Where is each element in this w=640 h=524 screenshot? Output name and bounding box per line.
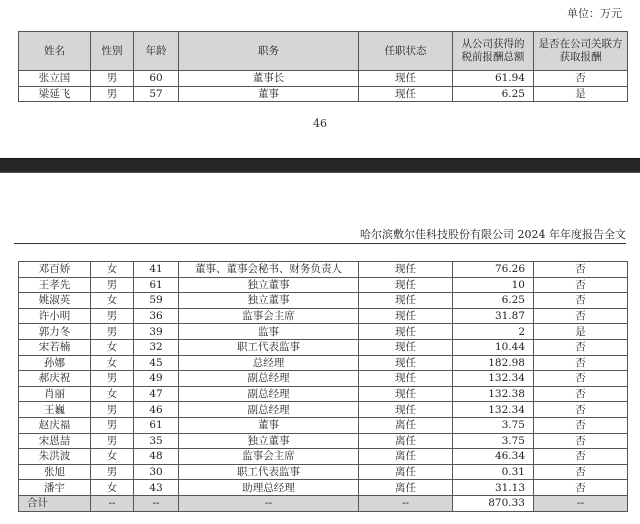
running-header: 哈尔滨敷尔佳科技股份有限公司 2024 年年度报告全文: [360, 228, 626, 241]
cell-status: 现任: [359, 371, 453, 387]
cell-name: 邓百娇: [19, 262, 91, 278]
table-row: [19, 417, 628, 433]
cell-status: 现任: [359, 402, 453, 418]
cell-gender: 女: [91, 339, 134, 355]
cell-position: 监事: [179, 324, 359, 340]
col-header-pay: 从公司获得的税前报酬总额: [453, 32, 534, 71]
cell-pay: 31.13: [453, 480, 534, 496]
cell-position: 董事、董事会秘书、财务负责人: [179, 262, 359, 278]
table-row: [19, 449, 628, 465]
cell-name: 梁延飞: [19, 86, 91, 102]
cell-name: 郭力冬: [19, 324, 91, 340]
total-cell-age: --: [134, 495, 179, 511]
cell-name: 郝庆祝: [19, 371, 91, 387]
cell-pay: 31.87: [453, 308, 534, 324]
cell-gender: 男: [91, 86, 134, 102]
cell-age: 49: [134, 371, 179, 387]
cell-position: 副总经理: [179, 371, 359, 387]
cell-related: 否: [534, 464, 628, 480]
cell-position: 职工代表监事: [179, 464, 359, 480]
total-cell-pay: 870.33: [453, 495, 534, 511]
total-cell-status: --: [359, 495, 453, 511]
table-row: [19, 339, 628, 355]
cell-position: 监事会主席: [179, 449, 359, 465]
cell-related: 否: [534, 293, 628, 309]
cell-pay: 2: [453, 324, 534, 340]
table-row: [19, 371, 628, 387]
cell-status: 现任: [359, 339, 453, 355]
cell-status: 离任: [359, 417, 453, 433]
cell-pay: 3.75: [453, 433, 534, 449]
cell-pay: 0.31: [453, 464, 534, 480]
table-header-row: [19, 32, 628, 71]
total-cell-position: --: [179, 495, 359, 511]
cell-gender: 女: [91, 480, 134, 496]
table-row: [19, 262, 628, 278]
cell-name: 朱洪波: [19, 449, 91, 465]
cell-related: 否: [534, 402, 628, 418]
cell-gender: 男: [91, 71, 134, 87]
cell-pay: 132.38: [453, 386, 534, 402]
cell-name: 赵庆福: [19, 417, 91, 433]
cell-related: 是: [534, 324, 628, 340]
total-cell-gender: --: [91, 495, 134, 511]
cell-age: 45: [134, 355, 179, 371]
cell-position: 独立董事: [179, 277, 359, 293]
page-break-divider: [0, 158, 640, 173]
cell-status: 现任: [359, 324, 453, 340]
cell-pay: 3.75: [453, 417, 534, 433]
cell-related: 否: [534, 417, 628, 433]
cell-related: 否: [534, 449, 628, 465]
cell-status: 现任: [359, 293, 453, 309]
cell-age: 39: [134, 324, 179, 340]
cell-position: 助理总经理: [179, 480, 359, 496]
col-header-position: 职务: [179, 32, 359, 71]
cell-age: 48: [134, 449, 179, 465]
cell-position: 董事长: [179, 71, 359, 87]
cell-position: 总经理: [179, 355, 359, 371]
table-row: [19, 86, 628, 102]
cell-status: 离任: [359, 464, 453, 480]
cell-gender: 男: [91, 402, 134, 418]
cell-name: 张立国: [19, 71, 91, 87]
cell-pay: 132.34: [453, 371, 534, 387]
cell-name: 王孝先: [19, 277, 91, 293]
col-header-name: 姓名: [19, 32, 91, 71]
cell-age: 41: [134, 262, 179, 278]
unit-label: 单位：万元: [567, 7, 622, 20]
cell-position: 职工代表监事: [179, 339, 359, 355]
cell-name: 孙娜: [19, 355, 91, 371]
header-rule: [14, 243, 626, 244]
cell-name: 许小明: [19, 308, 91, 324]
cell-gender: 男: [91, 277, 134, 293]
cell-gender: 女: [91, 355, 134, 371]
col-header-age: 年龄: [134, 32, 179, 71]
table-row: [19, 464, 628, 480]
cell-related: 否: [534, 277, 628, 293]
cell-gender: 男: [91, 464, 134, 480]
cell-name: 肖丽: [19, 386, 91, 402]
cell-name: 潘宇: [19, 480, 91, 496]
cell-age: 35: [134, 433, 179, 449]
cell-name: 宋若楠: [19, 339, 91, 355]
cell-status: 离任: [359, 449, 453, 465]
cell-age: 47: [134, 386, 179, 402]
cell-related: 否: [534, 308, 628, 324]
cell-age: 43: [134, 480, 179, 496]
table-row: [19, 402, 628, 418]
cell-related: 否: [534, 71, 628, 87]
cell-status: 现任: [359, 277, 453, 293]
table-row: [19, 308, 628, 324]
total-cell-label: 合计: [19, 495, 91, 511]
cell-name: 张旭: [19, 464, 91, 480]
cell-pay: 61.94: [453, 71, 534, 87]
cell-pay: 182.98: [453, 355, 534, 371]
cell-position: 副总经理: [179, 402, 359, 418]
cell-gender: 男: [91, 308, 134, 324]
cell-gender: 女: [91, 262, 134, 278]
cell-age: 36: [134, 308, 179, 324]
cell-position: 监事会主席: [179, 308, 359, 324]
cell-age: 32: [134, 339, 179, 355]
cell-age: 30: [134, 464, 179, 480]
total-row: [19, 495, 628, 511]
cell-pay: 76.26: [453, 262, 534, 278]
table-row: [19, 277, 628, 293]
table-row: [19, 433, 628, 449]
cell-age: 61: [134, 417, 179, 433]
cell-status: 离任: [359, 480, 453, 496]
col-header-status: 任职状态: [359, 32, 453, 71]
total-cell-related: --: [534, 495, 628, 511]
cell-gender: 男: [91, 324, 134, 340]
table-row: [19, 386, 628, 402]
cell-gender: 男: [91, 417, 134, 433]
cell-position: 副总经理: [179, 386, 359, 402]
cell-status: 现任: [359, 386, 453, 402]
cell-pay: 10: [453, 277, 534, 293]
cell-related: 否: [534, 371, 628, 387]
cell-age: 60: [134, 71, 179, 87]
cell-pay: 6.25: [453, 293, 534, 309]
cell-related: 否: [534, 480, 628, 496]
cell-status: 现任: [359, 355, 453, 371]
cell-name: 宋恩喆: [19, 433, 91, 449]
cell-gender: 男: [91, 433, 134, 449]
cell-age: 46: [134, 402, 179, 418]
table-row: [19, 71, 628, 87]
cell-age: 59: [134, 293, 179, 309]
col-header-related: 是否在公司关联方获取报酬: [534, 32, 628, 71]
cell-status: 现任: [359, 262, 453, 278]
page-number: 46: [313, 117, 327, 130]
compensation-table-top: [18, 31, 628, 102]
table-row: [19, 355, 628, 371]
cell-age: 61: [134, 277, 179, 293]
cell-pay: 46.34: [453, 449, 534, 465]
cell-position: 董事: [179, 86, 359, 102]
cell-pay: 10.44: [453, 339, 534, 355]
table-row: [19, 324, 628, 340]
table-row: [19, 480, 628, 496]
cell-status: 现任: [359, 86, 453, 102]
cell-related: 否: [534, 339, 628, 355]
cell-name: 王巍: [19, 402, 91, 418]
cell-gender: 女: [91, 449, 134, 465]
cell-gender: 女: [91, 293, 134, 309]
cell-pay: 132.34: [453, 402, 534, 418]
cell-related: 否: [534, 355, 628, 371]
cell-status: 离任: [359, 433, 453, 449]
cell-related: 否: [534, 433, 628, 449]
cell-related: 否: [534, 386, 628, 402]
cell-name: 姚淑英: [19, 293, 91, 309]
cell-gender: 女: [91, 386, 134, 402]
cell-position: 董事: [179, 417, 359, 433]
cell-status: 现任: [359, 71, 453, 87]
cell-position: 独立董事: [179, 293, 359, 309]
cell-related: 否: [534, 262, 628, 278]
cell-position: 独立董事: [179, 433, 359, 449]
cell-status: 现任: [359, 308, 453, 324]
cell-related: 是: [534, 86, 628, 102]
cell-gender: 男: [91, 371, 134, 387]
cell-pay: 6.25: [453, 86, 534, 102]
table-row: [19, 293, 628, 309]
cell-age: 57: [134, 86, 179, 102]
col-header-gender: 性别: [91, 32, 134, 71]
compensation-table-bottom: [18, 261, 628, 512]
